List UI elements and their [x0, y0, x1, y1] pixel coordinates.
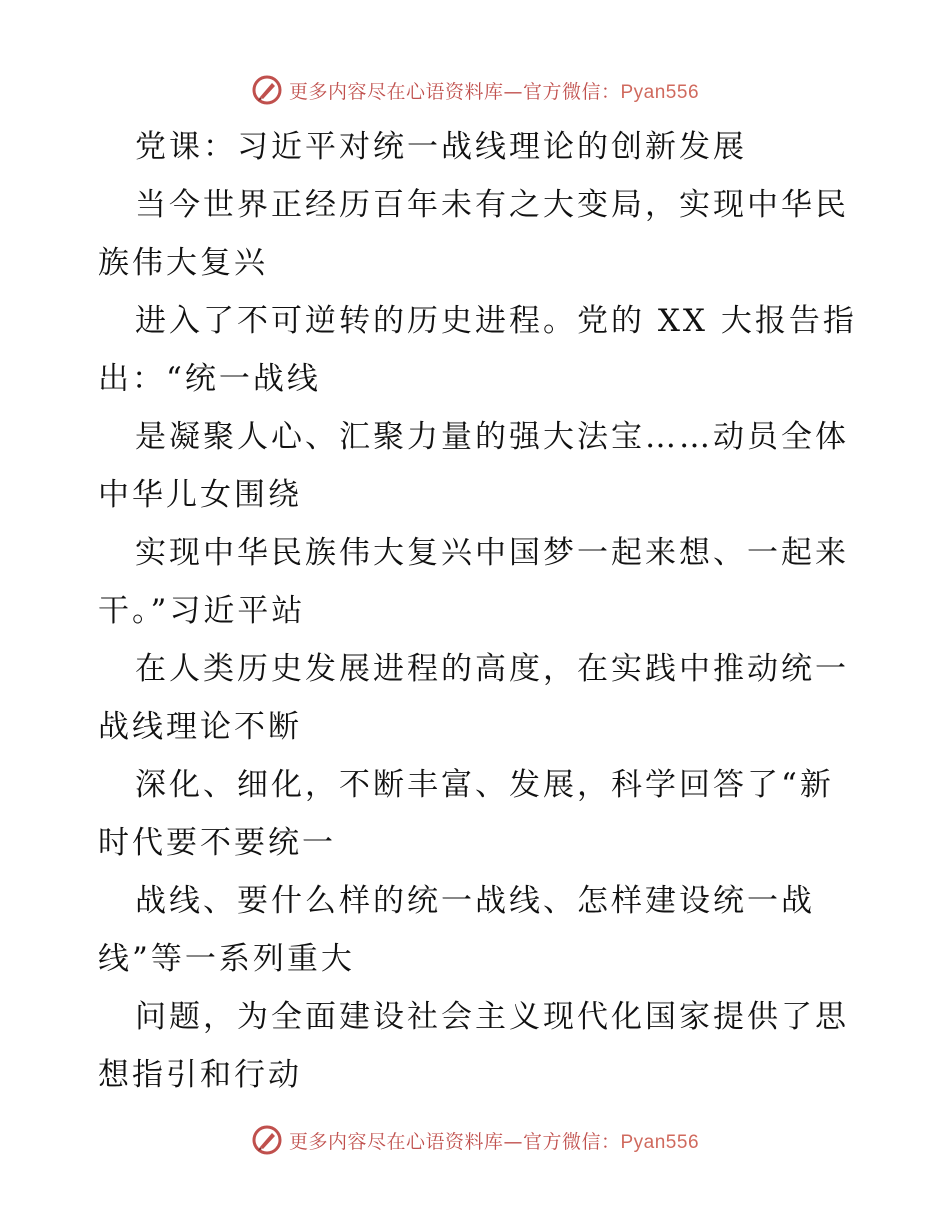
text-line: 实现中华民族伟大复兴中国梦一起来想、一起来 — [135, 535, 849, 571]
text-line: 战线理论不断 — [98, 709, 302, 745]
document-body — [98, 118, 858, 1104]
header-banner — [0, 70, 950, 110]
text-line: 出：“统一战线 — [98, 361, 321, 397]
footer-banner-id: Pyan556 — [620, 1131, 700, 1153]
pen-logo-icon — [251, 74, 283, 106]
header-banner-sep: — — [503, 80, 523, 103]
header-banner-wechat: 官方微信： — [522, 80, 621, 103]
text-line: 想指引和行动 — [98, 1057, 302, 1093]
footer-banner-text — [289, 1127, 699, 1154]
header-banner-main: 更多内容尽在心语资料库 — [288, 80, 504, 103]
footer-banner-main: 更多内容尽在心语资料库 — [288, 1130, 504, 1153]
text-line: 战线、要什么样的统一战线、怎样建设统一战 — [135, 883, 815, 919]
header-banner-id: Pyan556 — [620, 81, 700, 103]
header-banner-text — [289, 77, 699, 104]
text-line: 是凝聚人心、汇聚力量的强大法宝……动员全体 — [135, 419, 849, 455]
text-line: 在人类历史发展进程的高度，在实践中推动统一 — [135, 651, 849, 687]
footer-banner-wechat: 官方微信： — [522, 1130, 621, 1153]
text-line: 中华儿女围绕 — [98, 477, 302, 513]
document-title: 党课：习近平对统一战线理论的创新发展 — [135, 129, 747, 165]
text-line: 族伟大复兴 — [98, 245, 268, 281]
text-line: 进入了不可逆转的历史进程。党的 XX 大报告指 — [135, 303, 857, 339]
footer-banner-sep: — — [503, 1130, 523, 1153]
text-line: 深化、细化，不断丰富、发展，科学回答了“新 — [135, 767, 834, 803]
text-line: 干。”习近平站 — [98, 593, 306, 629]
pen-logo-icon — [251, 1124, 283, 1156]
text-line: 当今世界正经历百年未有之大变局，实现中华民 — [135, 187, 849, 223]
text-line: 问题，为全面建设社会主义现代化国家提供了思 — [135, 999, 849, 1035]
text-line: 线”等一系列重大 — [98, 941, 355, 977]
text-line: 时代要不要统一 — [98, 825, 336, 861]
footer-banner — [0, 1120, 950, 1160]
